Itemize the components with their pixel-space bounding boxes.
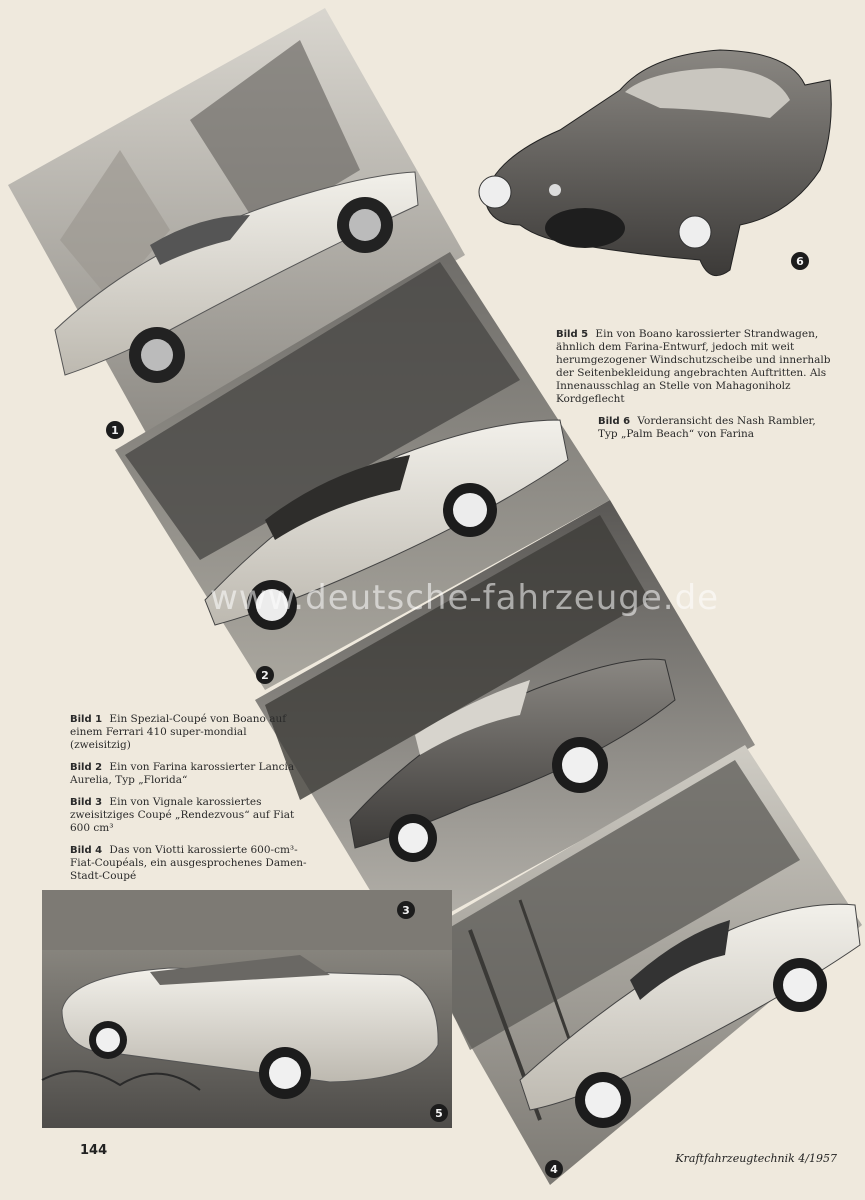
caption-bild-2 (70, 761, 310, 787)
caption-text: Ein Spezial-Coupé von Boano auf einem Ferrari 410 super-mondial (zweisitzig) (70, 713, 287, 751)
caption-bild-1 (70, 713, 310, 752)
caption-block-left (70, 713, 310, 892)
photo-5-number: 5 (430, 1104, 448, 1122)
caption-label: Bild 2 (70, 762, 103, 773)
caption-label: Bild 3 (70, 797, 103, 808)
photo-1-number: 1 (106, 421, 124, 439)
photo-4-number: 4 (545, 1160, 563, 1178)
caption-text: Das von Viotti karossierte 600-cm³-Fiat-Coupéals, ein ausgesprochenes Damen-Stadt-Coupé (70, 844, 307, 882)
caption-label: Bild 5 (556, 329, 589, 340)
photo-5 (42, 890, 452, 1128)
caption-text: Ein von Farina karossierter Lancia Aurelia, Typ „Florida“ (70, 761, 295, 786)
magazine-footer: Kraftfahrzeugtechnik 4/1957 (675, 1152, 837, 1165)
caption-label: Bild 6 (598, 416, 631, 427)
page-number: 144 (80, 1143, 108, 1158)
photo-3-number: 3 (397, 901, 415, 919)
photo-2-number: 2 (256, 666, 274, 684)
caption-bild-6 (556, 415, 838, 441)
caption-text: Ein von Vignale karossiertes zweisitziges Coupé „Rendezvous“ auf Fiat 600 cm³ (70, 796, 295, 834)
caption-block-right (556, 328, 838, 450)
caption-bild-5 (556, 328, 838, 406)
caption-text: Vorderansicht des Nash Rambler, Typ „Palm Beach“ von Farina (598, 415, 816, 440)
caption-label: Bild 4 (70, 845, 103, 856)
photo-6-number: 6 (791, 252, 809, 270)
caption-bild-3 (70, 796, 310, 835)
caption-bild-4 (70, 844, 310, 883)
watermark: www.deutsche-fahrzeuge.de (210, 578, 720, 618)
caption-text: Ein von Boano karossierter Strandwagen, ähnlich dem Farina-Entwurf, jedoch mit weit herumgezogener Windschutzscheibe und innerhalb der Seitenbekleidung angebrachten Auftritten. Als Innenausschlag an Stelle von Mahagoniholz Kordgeflecht (556, 328, 831, 405)
caption-label: Bild 1 (70, 714, 103, 725)
photo-6 (479, 50, 831, 276)
